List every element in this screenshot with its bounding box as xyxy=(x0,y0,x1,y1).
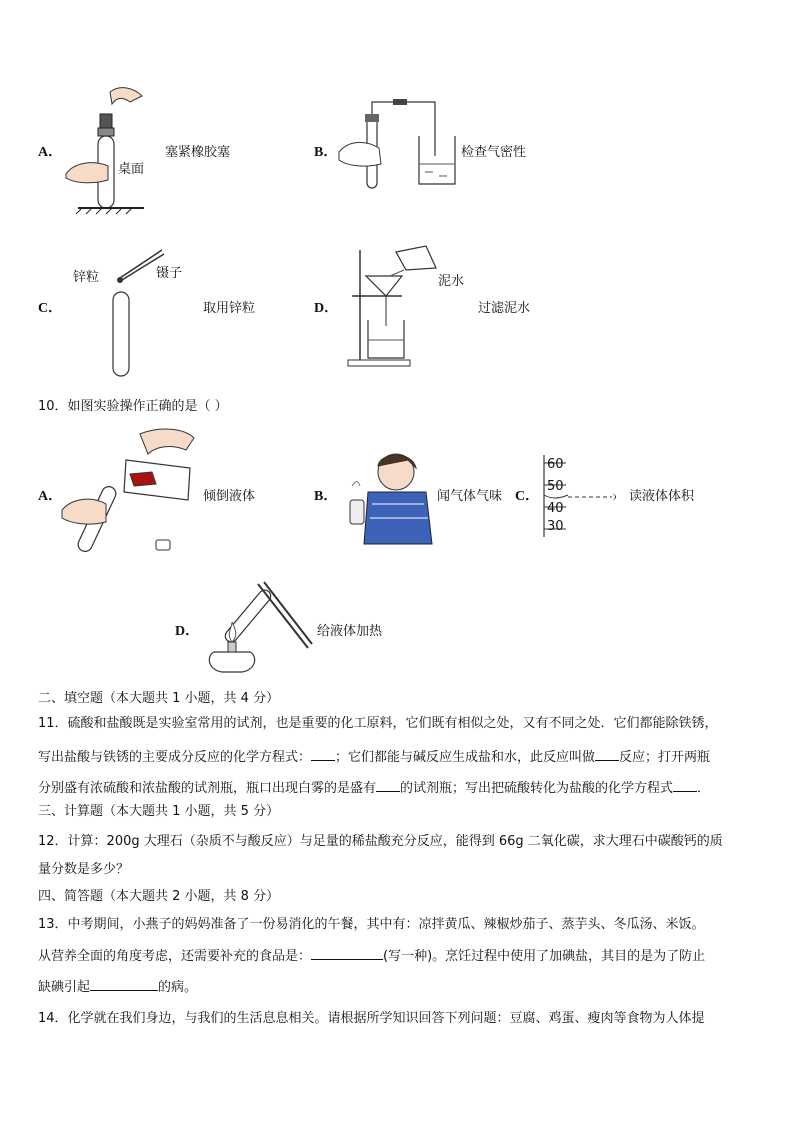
option-c-letter: C． xyxy=(38,301,63,316)
caption-d: 过滤泥水 xyxy=(478,301,531,316)
q11-blank-2[interactable] xyxy=(595,747,619,761)
label-desk: 桌面 xyxy=(118,162,145,177)
q11-text-2b: ；它们都能与碱反应生成盐和水，此反应叫做 xyxy=(335,750,596,765)
q11-text-3b: 的试剂瓶；写出把硫酸转化为盐酸的化学方程式 xyxy=(400,781,674,796)
q13-text-2a: 从营养全面的角度考虑，还需要补充的食品是： xyxy=(38,949,312,964)
q11-line-2 xyxy=(38,747,758,767)
q11-text-3c: ． xyxy=(697,781,711,796)
q11-text-2a: 写出盐酸与铁锈的主要成分反应的化学方程式： xyxy=(38,750,312,765)
option-d-letter: D． xyxy=(314,301,339,316)
q13-text-3b: 的病。 xyxy=(158,980,198,995)
q10-caption-a: 倾倒液体 xyxy=(203,489,256,504)
caption-c: 取用锌粒 xyxy=(203,301,256,316)
heating-figure xyxy=(202,578,312,678)
q11-line-1: 11．硫酸和盐酸既是实验室常用的试剂，也是重要的化工原料，它们既有相似之处，又有不同之处．它们都能除铁锈， xyxy=(38,716,718,731)
q14-line-1: 14．化学就在我们身边，与我们的生活息息相关。请根据所学知识回答下列问题：豆腐、鸡蛋、瘦肉等食物为人体提 xyxy=(38,1011,705,1026)
q10-option-b-letter: B． xyxy=(314,489,338,504)
q10-option-d-letter: D． xyxy=(175,624,200,639)
q10-option-c-letter: C． xyxy=(515,489,540,504)
q10-stem: 10．如图实验操作正确的是（ ） xyxy=(38,399,228,414)
option-b-letter: B． xyxy=(314,145,338,160)
q10-caption-c: 读液体体积 xyxy=(629,489,695,504)
q13-blank-2[interactable] xyxy=(90,977,158,991)
q11-blank-4[interactable] xyxy=(673,778,697,792)
q10-caption-d: 给液体加热 xyxy=(317,624,383,639)
cylinder-tick-60: 60 xyxy=(547,457,564,472)
q10-option-a-letter: A． xyxy=(38,489,63,504)
label-tweezers: 镊子 xyxy=(156,266,183,281)
q11-text-2c: 反应；打开两瓶 xyxy=(619,750,711,765)
q13-line-2 xyxy=(38,946,758,966)
label-mud: 泥水 xyxy=(438,274,465,289)
q13-text-2b: (写一种)。烹饪过程中使用了加碘盐，其目的是为了防止 xyxy=(383,949,706,964)
option-a-letter: A． xyxy=(38,145,63,160)
caption-a: 塞紧橡胶塞 xyxy=(165,145,231,160)
airtightness-figure xyxy=(335,96,465,192)
label-zinc: 锌粒 xyxy=(73,270,100,285)
cylinder-tick-50: 50 xyxy=(547,479,564,494)
q11-text-3a: 分别盛有浓硫酸和浓盐酸的试剂瓶，瓶口出现白雾的是盛有 xyxy=(38,781,377,796)
q13-line-1: 13．中考期间，小燕子的妈妈准备了一份易消化的午餐，其中有：凉拌黄瓜、辣椒炒茄子、蒸芋头、冬瓜汤、米饭。 xyxy=(38,917,705,932)
section-4-title: 四、简答题（本大题共 2 小题，共 8 分） xyxy=(38,889,280,904)
q10-caption-b: 闻气体气味 xyxy=(437,489,503,504)
stopper-figure xyxy=(60,84,160,214)
smelling-figure xyxy=(338,446,434,546)
caption-b: 检查气密性 xyxy=(461,145,527,160)
q13-blank-1[interactable] xyxy=(311,946,383,960)
section-3-title: 三、计算题（本大题共 1 小题，共 5 分） xyxy=(38,804,280,819)
filtration-figure xyxy=(346,242,446,368)
q11-line-3 xyxy=(38,778,758,798)
cylinder-tick-30: 30 xyxy=(547,519,564,534)
q13-line-3 xyxy=(38,977,758,997)
q11-blank-1[interactable] xyxy=(311,747,335,761)
section-2-title: 二、填空题（本大题共 1 小题，共 4 分） xyxy=(38,691,280,706)
q11-blank-3[interactable] xyxy=(376,778,400,792)
pouring-figure xyxy=(60,424,200,556)
q13-text-3a: 缺碘引起 xyxy=(38,980,91,995)
q12-line-2: 量分数是多少？ xyxy=(38,862,130,877)
cylinder-tick-40: 40 xyxy=(547,501,564,516)
q12-line-1: 12．计算：200g 大理石（杂质不与酸反应）与足量的稀盐酸充分反应，能得到 66g 二氧化碳，求大理石中碳酸钙的质 xyxy=(38,834,723,849)
